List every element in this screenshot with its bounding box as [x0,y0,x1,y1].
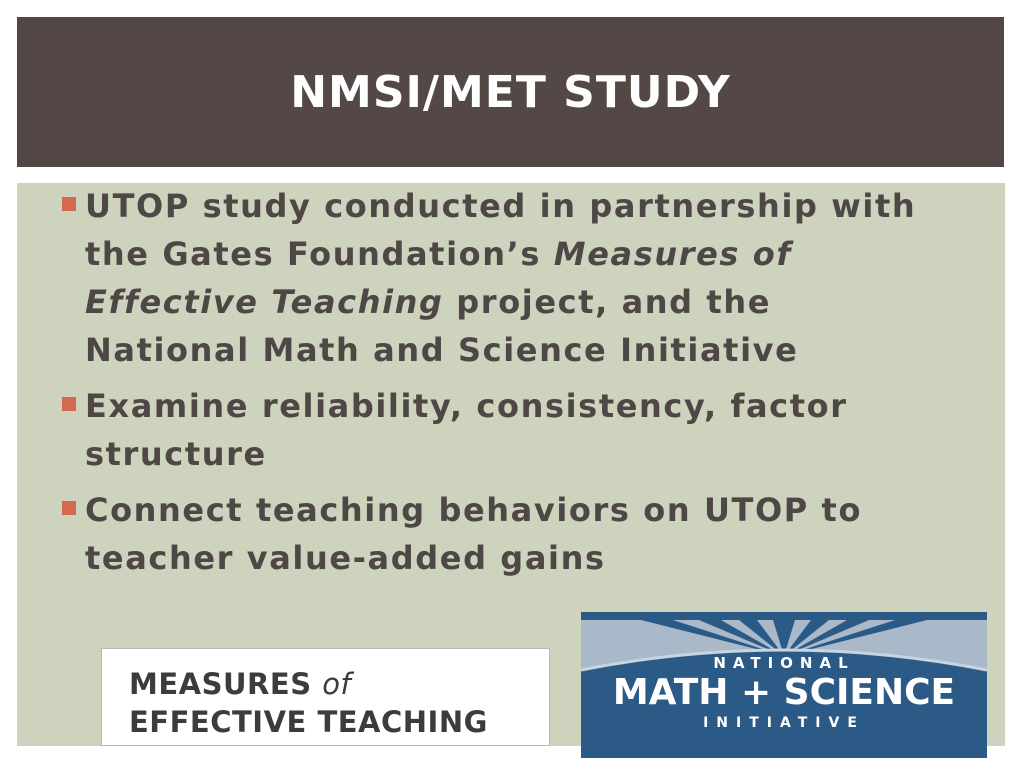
title-bar [17,17,1004,167]
square-bullet-icon [62,501,76,515]
met-logo-line1 [129,667,351,701]
bullet-list [62,182,942,590]
nmsi-logo-initiative: INITIATIVE [703,715,865,731]
slide-title: NMSI/MET STUDY [290,66,731,118]
met-logo-of: of [322,667,352,701]
bullet-text-segment: project, and the National Math and Science Initiative [85,283,799,369]
bullet-text-segment-italic: Measures of Effective Teaching [85,235,792,321]
bullet-item [62,382,942,478]
bullet-text-segment: UTOP study conducted in partnership with the Gates Foundation’s [85,187,917,273]
square-bullet-icon [62,397,76,411]
bullet-text-segment: Examine reliability, consistency, factor structure [85,387,848,473]
met-logo [101,648,550,746]
nmsi-logo-main: MATH + SCIENCE [612,672,956,713]
nmsi-logo [581,612,987,758]
met-logo-line2: EFFECTIVE TEACHING [129,705,488,739]
square-bullet-icon [62,197,76,211]
bullet-text-segment: Connect teaching behaviors on UTOP to teacher value-added gains [85,491,863,577]
nmsi-logo-national: NATIONAL [713,654,855,672]
met-logo-measures: MEASURES [129,667,312,701]
bullet-item [62,182,942,374]
bullet-item [62,486,942,582]
